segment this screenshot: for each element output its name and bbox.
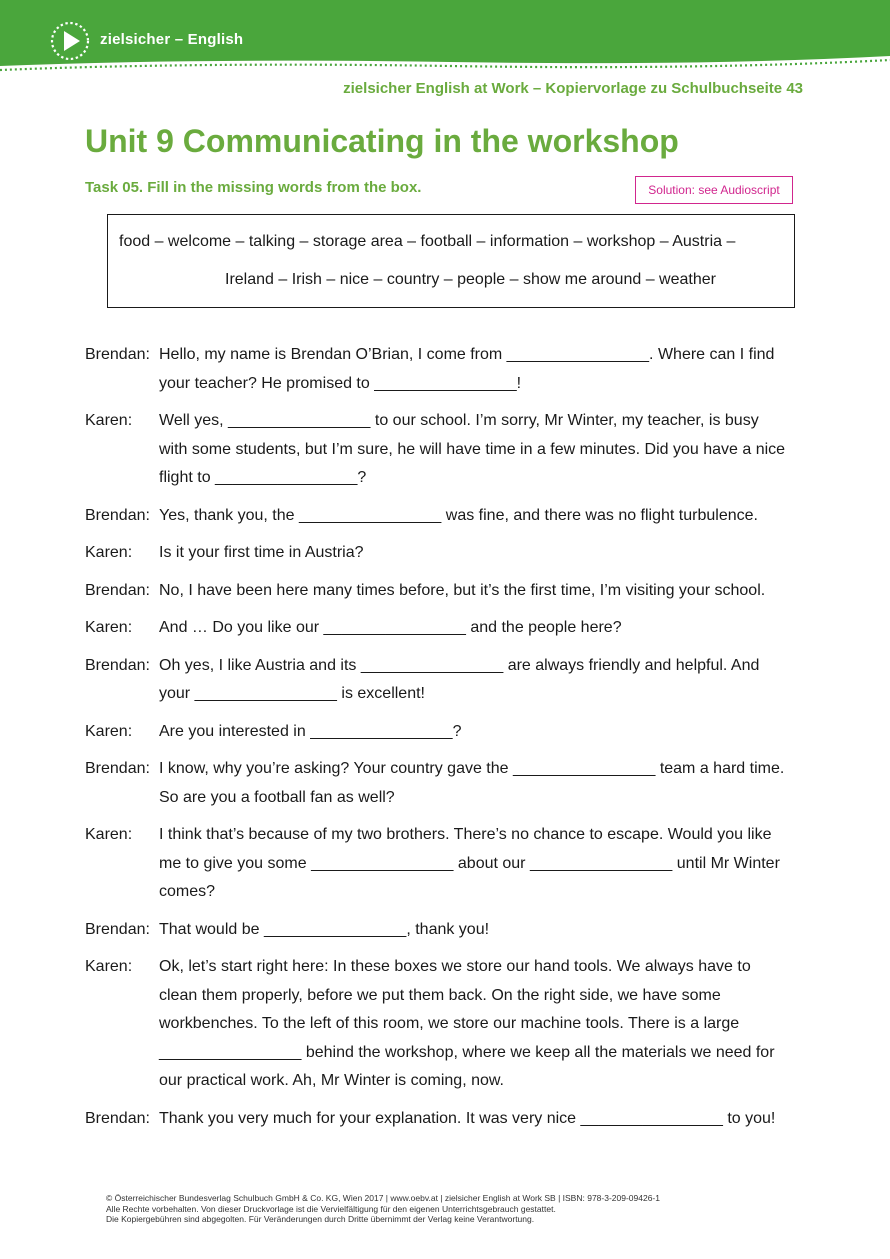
speaker-name: Brendan: [85,920,150,938]
speaker-name: Karen: [85,544,133,561]
speaker-name: Brendan: [85,506,150,524]
dialogue-text: Thank you very much for your explanation. It was very nice ________________ to you! [159,1109,776,1127]
task-instruction: Task 05. Fill in the missing words from the box. [85,179,422,196]
dialogue-turn [85,502,805,531]
dialogue-turn [85,953,805,1096]
speaker-name: Karen: [85,412,133,429]
dialogue-turn [85,755,805,812]
dialogue-text: Hello, my name is Brendan O’Brian, I come from ________________. Where can I find your teacher? He promised to ________________! [159,346,775,392]
dialogue-text: Is it your first time in Austria? [159,544,364,561]
footer-line-3: Die Kopiergebühren sind abgegolten. Für Veränderungen durch Dritte übernimmt der Verlag keine Verantwortung. [106,1214,535,1224]
dialogue-turn [85,577,805,606]
speaker-name: Karen: [85,958,133,975]
speaker-name: Brendan: [85,346,150,363]
dialogue-text: Oh yes, I like Austria and its ________________ are always friendly and helpful. And your ________________ is excellent! [159,656,760,702]
dialogue-text: Well yes, ________________ to our school. I’m sorry, Mr Winter, my teacher, is busy with some students, but I’m sure, he will have time in a few minutes. Did you have a nice flight to ________________? [159,412,786,486]
word-box-line-2: Ireland – Irish – nice – country – people – show me around – weather [225,271,716,288]
dialogue-text: That would be ________________, thank you! [159,920,490,938]
speaker-name: Karen: [85,619,133,636]
dialogue-turn [85,407,805,493]
solution-note-text: Solution: see Audioscript [648,183,780,197]
dialogue-text: No, I have been here many times before, but it’s the first time, I’m visiting your school. [159,581,766,599]
word-box-line-1: food – welcome – talking – storage area – football – information – workshop – Austria – [119,233,736,250]
dialogue [85,341,805,1142]
page-title: Unit 9 Communicating in the workshop [85,123,679,159]
dialogue-turn [85,1105,805,1134]
dialogue-text: Ok, let’s start right here: In these boxes we store our hand tools. We always have to clean them properly, before we put them back. On the right side, we have some workbenches. To the left of this room, we store our machine tools. There is a large ________________ behind the workshop, where we keep all the materials we need for our practical work. Ah, Mr Winter is coming, now. [159,958,775,1089]
dialogue-turn [85,652,805,709]
dialogue-turn [85,614,805,643]
speaker-name: Brendan: [85,656,150,674]
speaker-name: Karen: [85,826,133,843]
dialogue-turn [85,821,805,907]
dialogue-turn [85,718,805,747]
solution-note [635,176,793,204]
footer-line-1: © Österreichischer Bundesverlag Schulbuch GmbH & Co. KG, Wien 2017 | www.oebv.at | zielsicher English at Work SB | ISBN: 978-3-209-09426-1 [106,1193,660,1203]
dialogue-text: Are you interested in ________________? [159,722,462,740]
speaker-name: Karen: [85,722,133,740]
speaker-name: Brendan: [85,1109,150,1127]
play-logo-icon [50,21,90,61]
brand-name: zielsicher – English [100,31,244,48]
page-subtitle: zielsicher English at Work – Kopiervorlage zu Schulbuchseite 43 [343,80,803,97]
dialogue-text: Yes, thank you, the ________________ was fine, and there was no flight turbulence. [159,506,758,524]
dialogue-text: I think that’s because of my two brothers. There’s no chance to escape. Would you like me to give you some ________________ about our ________________ until Mr Winter comes? [159,826,780,900]
footer-line-2: Alle Rechte vorbehalten. Von dieser Druckvorlage ist die Vervielfältigung für den eigenen Unterrichtsgebrauch gestattet. [106,1203,556,1214]
dialogue-turn [85,916,805,945]
word-box [107,214,795,308]
dialogue-turn [85,341,805,398]
copyright-footer [106,1193,660,1225]
dialogue-turn [85,539,805,568]
speaker-name: Brendan: [85,581,150,599]
speaker-name: Brendan: [85,760,150,777]
dialogue-text: And … Do you like our ________________ and the people here? [159,619,622,636]
dialogue-text: I know, why you’re asking? Your country gave the ________________ team a hard time. So are you a football fan as well? [159,760,785,806]
